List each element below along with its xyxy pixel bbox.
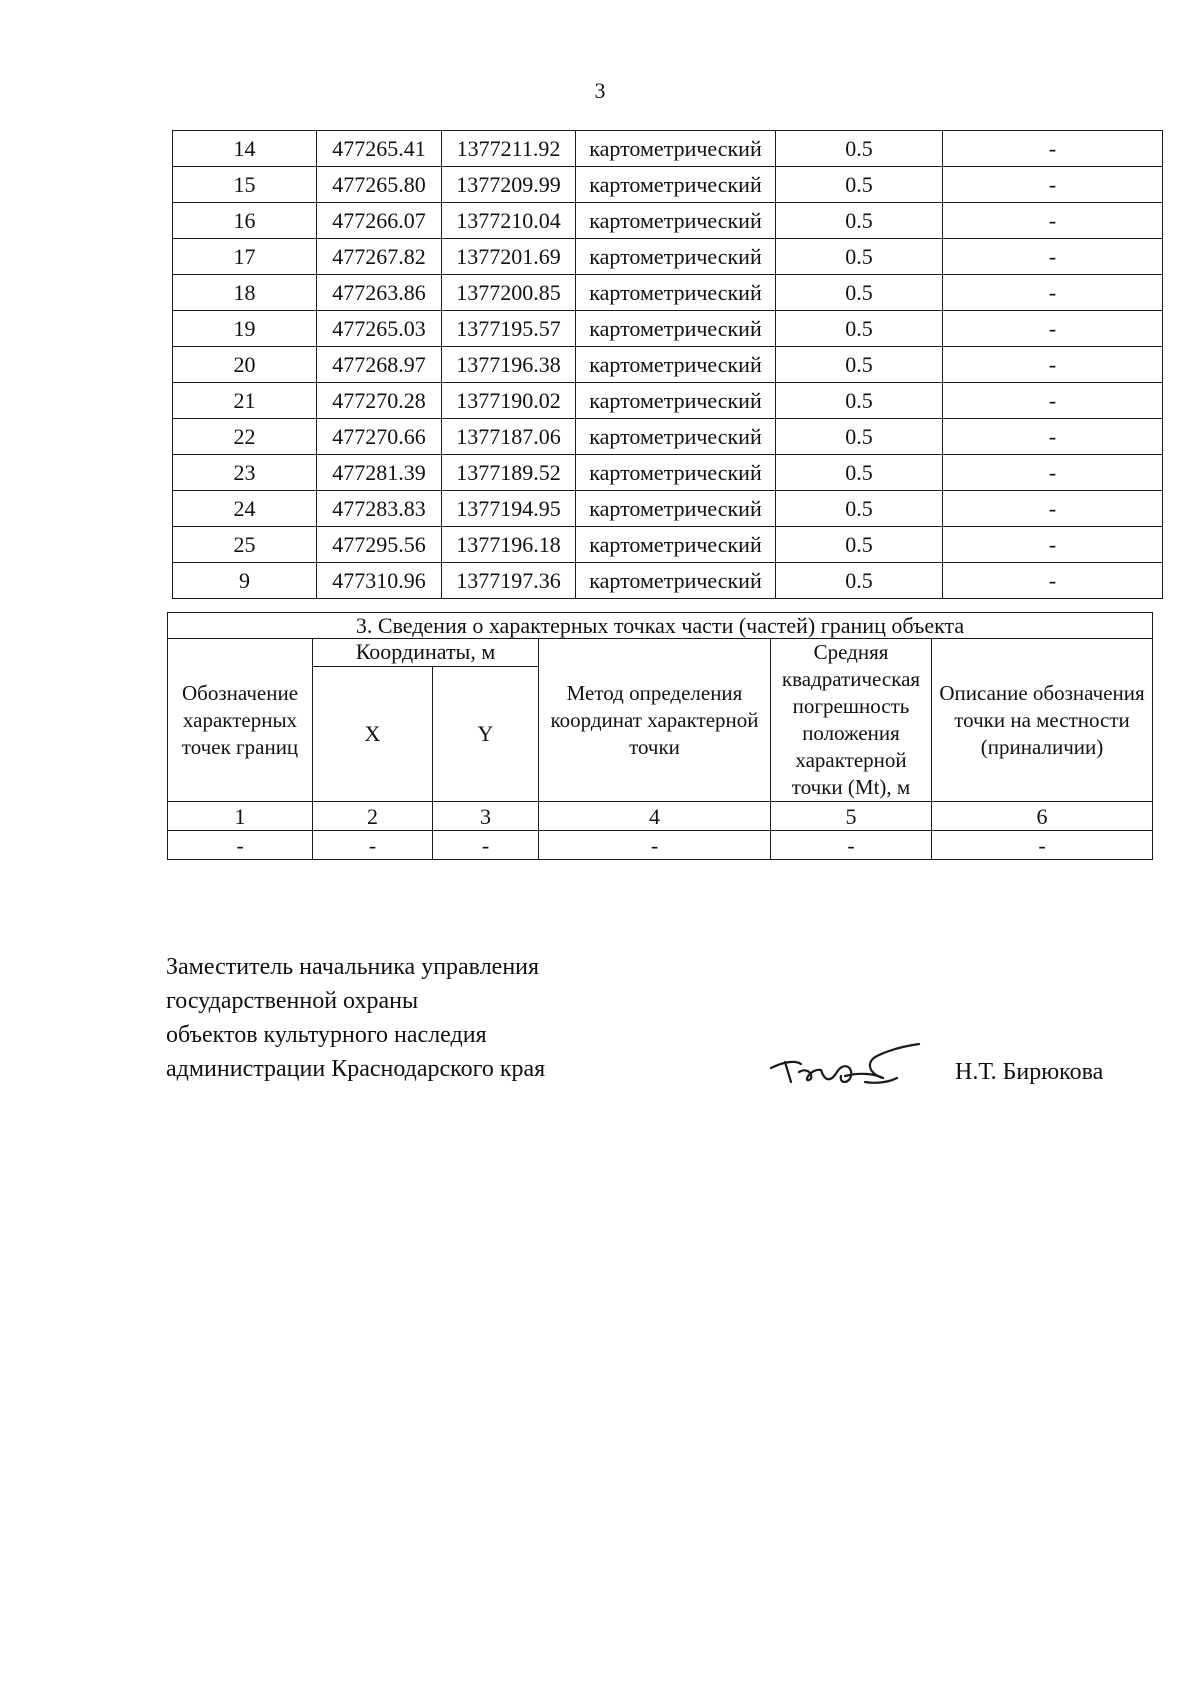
table-cell: 19 <box>173 311 317 347</box>
header-x: X <box>313 666 433 801</box>
table-cell: 16 <box>173 203 317 239</box>
table-cell: 1377197.36 <box>442 563 576 599</box>
table-cell: картометрический <box>576 239 776 275</box>
table-cell: 0.5 <box>776 167 943 203</box>
table-cell: картометрический <box>576 419 776 455</box>
table-cell: 1377196.18 <box>442 527 576 563</box>
table-cell: 477267.82 <box>317 239 442 275</box>
table-cell: - <box>943 311 1163 347</box>
table-cell: 477310.96 <box>317 563 442 599</box>
table-cell: 17 <box>173 239 317 275</box>
table-cell: 15 <box>173 167 317 203</box>
table-cell: 0.5 <box>776 419 943 455</box>
table-cell: 1377187.06 <box>442 419 576 455</box>
table-cell: 9 <box>173 563 317 599</box>
table-cell: 24 <box>173 491 317 527</box>
table-row <box>173 167 1163 203</box>
table-cell: картометрический <box>576 167 776 203</box>
table-cell: - <box>313 831 433 860</box>
table-cell: 0.5 <box>776 311 943 347</box>
header-coordinates: Координаты, м <box>313 639 539 667</box>
table-cell: картометрический <box>576 131 776 167</box>
table-cell: - <box>943 419 1163 455</box>
table-row <box>173 131 1163 167</box>
column-number-1: 1 <box>168 802 313 831</box>
table-cell: 21 <box>173 383 317 419</box>
header-designation: Обозначение характерных точек границ <box>168 639 313 802</box>
table-cell: картометрический <box>576 527 776 563</box>
table-cell: 0.5 <box>776 455 943 491</box>
table-cell: 1377195.57 <box>442 311 576 347</box>
signer-name: Н.Т. Бирюкова <box>955 1059 1104 1085</box>
table-cell: - <box>771 831 932 860</box>
table-cell: 0.5 <box>776 131 943 167</box>
table-row <box>173 203 1163 239</box>
table-cell: 1377201.69 <box>442 239 576 275</box>
table-cell: - <box>943 563 1163 599</box>
table-row <box>173 419 1163 455</box>
column-number-4: 4 <box>539 802 771 831</box>
table-cell: картометрический <box>576 491 776 527</box>
table-cell: 477265.03 <box>317 311 442 347</box>
boundary-points-body <box>173 131 1163 599</box>
table-cell: 20 <box>173 347 317 383</box>
table-cell: 0.5 <box>776 527 943 563</box>
header-error: Средняя квадратическая погрешность положения характерной точки (Mt), м <box>771 639 932 802</box>
table-cell: 0.5 <box>776 239 943 275</box>
table-cell: - <box>943 131 1163 167</box>
table-cell: картометрический <box>576 311 776 347</box>
table-cell: 477266.07 <box>317 203 442 239</box>
table-cell: - <box>539 831 771 860</box>
page-number: 3 <box>594 78 606 103</box>
table-cell: 1377211.92 <box>442 131 576 167</box>
column-number-6: 6 <box>932 802 1153 831</box>
table-cell: 477268.97 <box>317 347 442 383</box>
table-cell: 1377209.99 <box>442 167 576 203</box>
table-cell: 477283.83 <box>317 491 442 527</box>
signer-title-line-1: Заместитель начальника управления <box>166 954 540 980</box>
table-cell: - <box>943 491 1163 527</box>
table-row <box>173 383 1163 419</box>
table-cell: картометрический <box>576 455 776 491</box>
header-method: Метод определения координат характерной точки <box>539 639 771 802</box>
table-cell: - <box>932 831 1153 860</box>
table-row <box>168 831 1153 860</box>
table-cell: - <box>943 239 1163 275</box>
table-cell: - <box>168 831 313 860</box>
boundary-points-table <box>172 130 1163 599</box>
signer-title-line-4: администрации Краснодарского края <box>166 1056 546 1082</box>
table-cell: 14 <box>173 131 317 167</box>
table-cell: - <box>943 275 1163 311</box>
table-cell: 477265.41 <box>317 131 442 167</box>
signer-title-line-3: объектов культурного наследия <box>166 1022 487 1048</box>
table-cell: 0.5 <box>776 383 943 419</box>
table-row <box>173 239 1163 275</box>
table-cell: - <box>943 383 1163 419</box>
table-cell: - <box>943 527 1163 563</box>
header-description: Описание обозначения точки на местности (приналичии) <box>932 639 1153 802</box>
table-cell: 477265.80 <box>317 167 442 203</box>
table-cell: 22 <box>173 419 317 455</box>
table-cell: картометрический <box>576 383 776 419</box>
table-cell: 477270.28 <box>317 383 442 419</box>
table-cell: 1377194.95 <box>442 491 576 527</box>
table-cell: 1377210.04 <box>442 203 576 239</box>
column-number-5: 5 <box>771 802 932 831</box>
table-row <box>173 311 1163 347</box>
table-cell: 18 <box>173 275 317 311</box>
table-cell: картометрический <box>576 563 776 599</box>
table-cell: - <box>943 455 1163 491</box>
column-number-3: 3 <box>433 802 539 831</box>
table-cell: 477270.66 <box>317 419 442 455</box>
table-cell: 1377190.02 <box>442 383 576 419</box>
table-cell: картометрический <box>576 203 776 239</box>
column-number-2: 2 <box>313 802 433 831</box>
header-y: Y <box>433 666 539 801</box>
table-cell: - <box>943 347 1163 383</box>
table-row <box>173 275 1163 311</box>
table-cell: 0.5 <box>776 347 943 383</box>
table-cell: 477263.86 <box>317 275 442 311</box>
table-cell: 477295.56 <box>317 527 442 563</box>
table-cell: 0.5 <box>776 275 943 311</box>
table-cell: - <box>943 203 1163 239</box>
table-cell: 0.5 <box>776 491 943 527</box>
table-cell: - <box>433 831 539 860</box>
table-cell: 477281.39 <box>317 455 442 491</box>
table-cell: картометрический <box>576 275 776 311</box>
table-cell: 1377189.52 <box>442 455 576 491</box>
table-row <box>173 491 1163 527</box>
table-row <box>173 527 1163 563</box>
signature-block <box>166 950 545 1086</box>
handwritten-signature <box>765 1038 925 1108</box>
table-cell: 23 <box>173 455 317 491</box>
table-row <box>173 563 1163 599</box>
table-cell: картометрический <box>576 347 776 383</box>
section3-title: 3. Сведения о характерных точках части (частей) границ объекта <box>168 613 1153 639</box>
table-cell: 0.5 <box>776 203 943 239</box>
section3-table <box>167 612 1153 860</box>
table-cell: 25 <box>173 527 317 563</box>
table-cell: 1377196.38 <box>442 347 576 383</box>
table-row <box>173 455 1163 491</box>
signer-title-line-2: государственной охраны <box>166 988 419 1014</box>
table-cell: - <box>943 167 1163 203</box>
table-cell: 1377200.85 <box>442 275 576 311</box>
table-cell: 0.5 <box>776 563 943 599</box>
table-row <box>173 347 1163 383</box>
